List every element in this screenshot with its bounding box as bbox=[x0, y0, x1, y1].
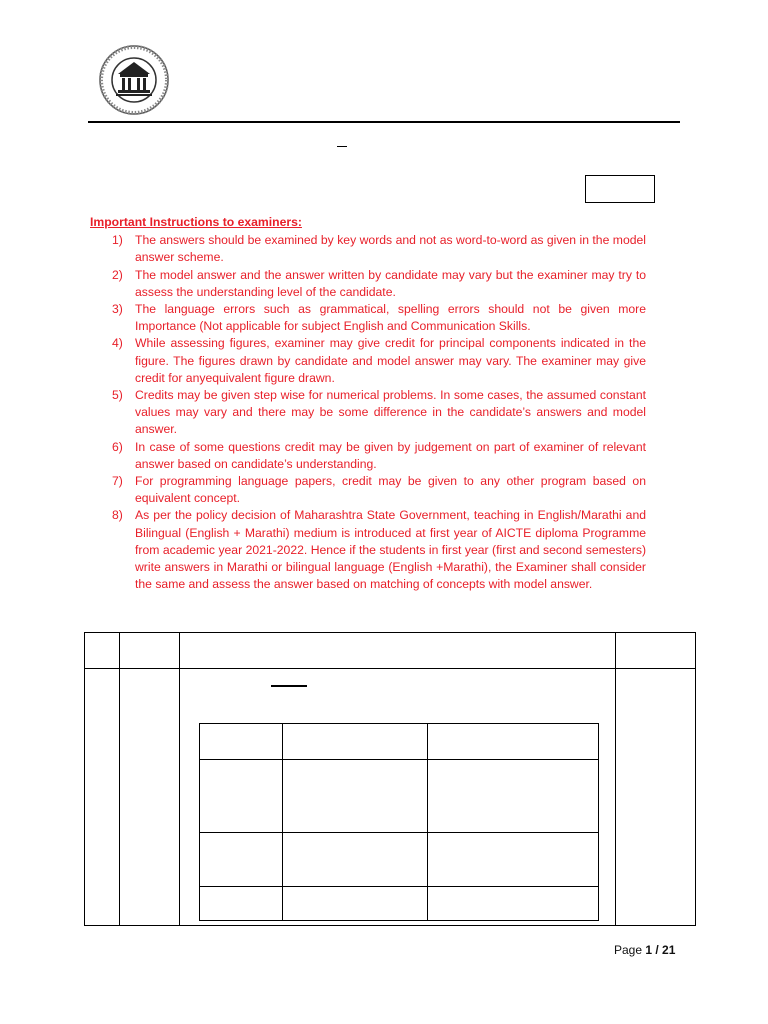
item-text: Credits may be given step wise for numerical problems. In some cases, the assumed constant values may vary and there may be some difference in the candidate’s answers and model answer. bbox=[135, 388, 646, 437]
item-number: 7) bbox=[112, 474, 123, 489]
page-footer bbox=[614, 943, 675, 957]
instruction-item bbox=[90, 335, 646, 387]
inner-table bbox=[199, 723, 599, 921]
inner-row-divider bbox=[200, 886, 598, 887]
instruction-item bbox=[90, 301, 646, 335]
item-number: 3) bbox=[112, 302, 123, 317]
item-number: 4) bbox=[112, 336, 123, 351]
instructions-list bbox=[90, 232, 646, 593]
examiner-instructions bbox=[90, 214, 646, 593]
underline-mark bbox=[271, 685, 307, 687]
header-rule bbox=[88, 121, 680, 123]
item-number: 2) bbox=[112, 267, 123, 282]
item-number: 1) bbox=[112, 233, 123, 248]
inner-column-divider bbox=[427, 724, 428, 920]
item-text: In case of some questions credit may be given by judgement on part of examiner of relevant answer based on candidate’s understanding. bbox=[135, 439, 646, 471]
item-number: 5) bbox=[112, 388, 123, 403]
instruction-item bbox=[90, 387, 646, 439]
instruction-item bbox=[90, 267, 646, 301]
inner-row-divider bbox=[200, 759, 598, 760]
item-number: 6) bbox=[112, 439, 123, 454]
item-text: The answers should be examined by key words and not as word-to-word as given in the model answer scheme. bbox=[135, 233, 646, 265]
item-number: 8) bbox=[112, 508, 123, 523]
answer-table bbox=[84, 632, 696, 926]
item-text: The model answer and the answer written by candidate may vary but the examiner may try to assess the understanding level of the candidate. bbox=[135, 267, 646, 299]
item-text: For programming language papers, credit may be given to any other program based on equivalent concept. bbox=[135, 474, 646, 506]
page-number: 1 / 21 bbox=[645, 943, 676, 957]
instruction-item bbox=[90, 232, 646, 266]
table-column-divider bbox=[615, 633, 616, 925]
table-column-divider bbox=[119, 633, 120, 925]
board-seal-logo bbox=[96, 44, 172, 116]
table-header-divider bbox=[85, 668, 695, 669]
inner-row-divider bbox=[200, 832, 598, 833]
table-column-divider bbox=[179, 633, 180, 925]
instructions-title: Important Instructions to examiners: bbox=[90, 215, 302, 229]
subject-code-box bbox=[585, 175, 655, 203]
item-text: The language errors such as grammatical, spelling errors should not be given more Importance (Not applicable for subject English and Communication Skills. bbox=[135, 302, 646, 334]
inner-column-divider bbox=[282, 724, 283, 920]
instruction-item bbox=[90, 507, 646, 593]
title-dash bbox=[337, 146, 347, 147]
instruction-item bbox=[90, 473, 646, 507]
instruction-item bbox=[90, 439, 646, 473]
item-text: While assessing figures, examiner may give credit for principal components indicated in the figure. The figures drawn by candidate and model answer may vary. The examiner may give credit for anyequivalent figure drawn. bbox=[135, 336, 646, 385]
item-text: As per the policy decision of Maharashtra State Government, teaching in English/Marathi and Bilingual (English + Marathi) medium is introduced at first year of AICTE diploma Programme from academic year 2021-2022. Hence if the students in first year (first and second semesters) write answers in Marathi or bilingual language (English +Marathi), the Examiner shall consider the same and assess the answer based on matching of concepts with model answer. bbox=[135, 508, 646, 592]
page-label: Page bbox=[614, 943, 643, 957]
